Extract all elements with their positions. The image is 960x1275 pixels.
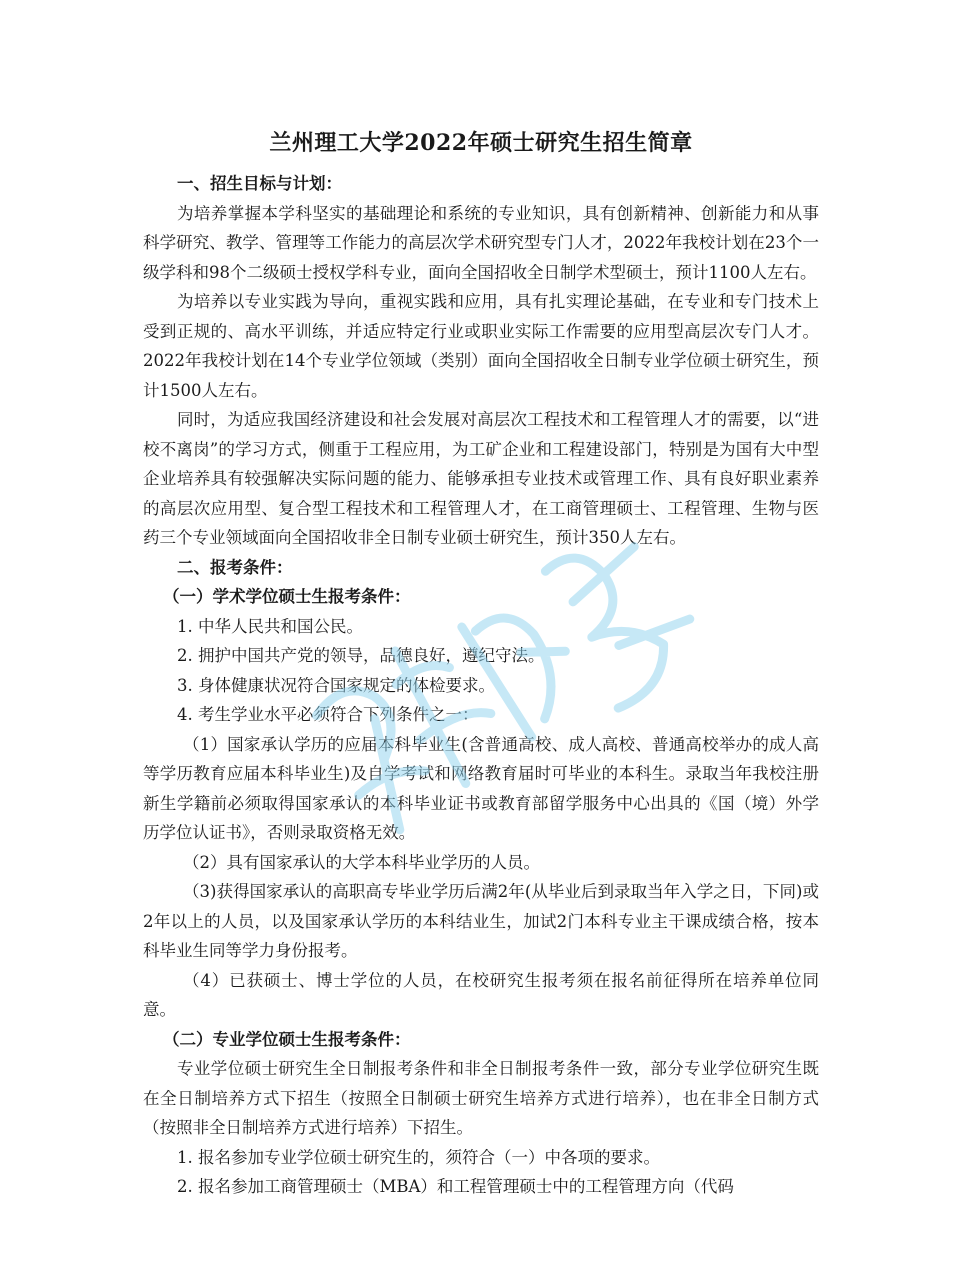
document-body (143, 125, 819, 1202)
list-item: 3. 身体健康状况符合国家规定的体检要求。 (177, 675, 495, 695)
document-title: 兰州理工大学2022年硕士研究生招生简章 (269, 130, 693, 156)
list-item: 2. 拥护中国共产党的领导，品德良好，遵纪守法。 (177, 646, 545, 665)
subsection-heading: （二）专业学位硕士生报考条件： (163, 1029, 411, 1049)
paragraph: 为培养以专业实践为导向，重视实践和应用，具有扎实理论基础，在专业和专门技术上受到正规的、高水平训练，并适应特定行业或职业实际工作需要的应用型高层次专门人才。2022年我校计划在14个专业学位领域（类别）面向全国招收全日制专业学位硕士研究生，预计1500人左右。 (143, 292, 819, 400)
list-item: 4. 考生学业水平必须符合下列条件之一： (177, 705, 479, 724)
section-heading: 二、报考条件： (177, 557, 293, 577)
list-item: 2. 报名参加工商管理硕士（MBA）和工程管理硕士中的工程管理方向（代码 (177, 1177, 734, 1196)
section-heading: 一、招生目标与计划： (177, 174, 342, 193)
list-item: 1. 中华人民共和国公民。 (177, 616, 363, 636)
paragraph: 同时，为适应我国经济建设和社会发展对高层次工程技术和工程管理人才的需要，以“进校不离岗”的学习方式，侧重于工程应用，为工矿企业和工程建设部门，特别是为国有大中型企业培养具有较强解决实际问题的能力、能够承担专业技术或管理工作、具有良好职业素养的高层次应用型、复合型工程技术和工程管理人才，在工商管理硕士、工程管理、生物与医药三个专业领域面向全国招收非全日制专业硕士研究生，预计350人左右。 (143, 410, 819, 547)
paragraph: 为培养掌握本学科坚实的基础理论和系统的专业知识，具有创新精神、创新能力和从事科学研究、教学、管理等工作能力的高层次学术研究型专门人才，2022年我校计划在23个一级学科和98个二级硕士授权学科专业，面向全国招收全日制学术型硕士，预计1100人左右。 (143, 203, 819, 282)
sub-list-item: （3)获得国家承认的高职高专毕业学历后满2年(从毕业后到录取当年入学之日，下同)或2年以上的人员，以及国家承认学历的本科结业生，加试2门本科专业主干课成绩合格，按本科毕业生同等学力身份报考。 (143, 882, 819, 960)
sub-list-item: （1）国家承认学历的应届本科毕业生(含普通高校、成人高校、普通高校举办的成人高等学历教育应届本科毕业生)及自学考试和网络教育届时可毕业的本科生。录取当年我校注册新生学籍前必须取得国家承认的本科毕业证书或教育部留学服务中心出具的《国（境）外学历学位认证书》，否则录取资格无效。 (143, 734, 819, 842)
list-item: 1. 报名参加专业学位硕士研究生的，须符合（一）中各项的要求。 (177, 1147, 660, 1167)
subsection-heading: （一）学术学位硕士生报考条件： (163, 587, 411, 606)
paragraph: 专业学位硕士研究生全日制报考条件和非全日制报考条件一致，部分专业学位研究生既在全日制培养方式下招生（按照全日制硕士研究生培养方式进行培养），也在非全日制方式（按照非全日制培养方式进行培养）下招生。 (143, 1059, 819, 1137)
sub-list-item: （2）具有国家承认的大学本科毕业学历的人员。 (183, 852, 540, 872)
sub-list-item: （4）已获硕士、博士学位的人员，在校研究生报考须在报名前征得所在培养单位同意。 (143, 970, 819, 1019)
